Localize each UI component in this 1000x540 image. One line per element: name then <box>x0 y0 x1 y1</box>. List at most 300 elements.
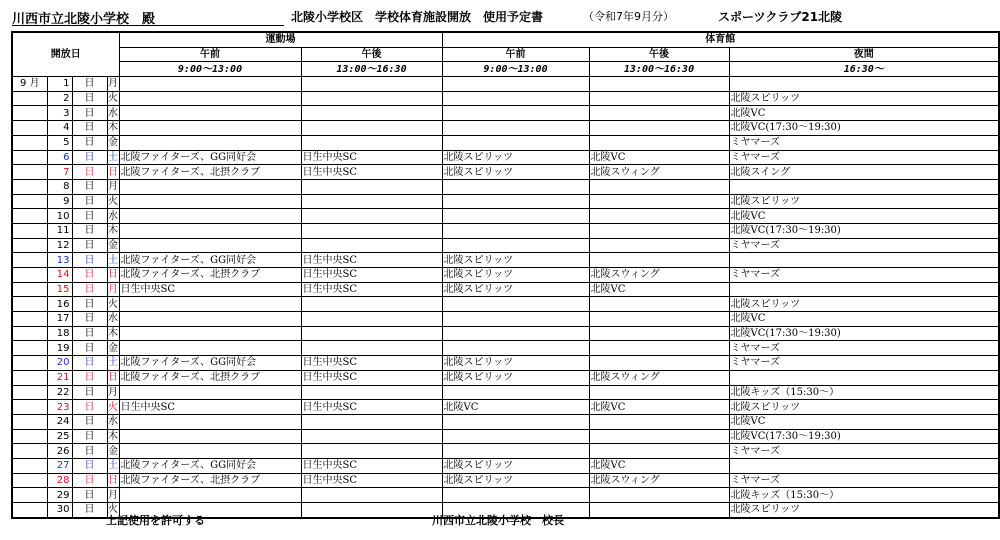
gym-am-cell <box>442 77 589 92</box>
table-row <box>12 326 999 341</box>
ground-am-cell <box>119 77 301 92</box>
day-number: 21 <box>47 370 72 385</box>
ground-am-cell <box>119 209 301 224</box>
gym-pm-cell <box>589 194 729 209</box>
month-cell <box>12 312 47 327</box>
month-cell <box>12 223 47 238</box>
month-cell <box>12 253 47 268</box>
table-row <box>12 194 999 209</box>
ground-am-cell <box>119 223 301 238</box>
gym-pm-cell: 北陵スウィング <box>589 165 729 180</box>
gym-night-cell <box>729 77 999 92</box>
gym-am-cell <box>442 223 589 238</box>
month-cell <box>12 150 47 165</box>
gym-night-cell <box>729 282 999 297</box>
day-number: 29 <box>47 488 72 503</box>
month-cell <box>12 165 47 180</box>
day-unit: 日 <box>72 77 107 92</box>
weekday: 金 <box>108 342 118 354</box>
day-number: 22 <box>47 385 72 400</box>
day-unit: 日 <box>72 488 107 503</box>
gym-night-cell: 北陵スピリッツ <box>729 91 999 106</box>
table-row <box>12 312 999 327</box>
gym-pm-cell <box>589 326 729 341</box>
ground-pm-cell <box>301 297 442 312</box>
gym-pm-cell: 北陵スウィング <box>589 268 729 283</box>
day-unit: 日 <box>72 414 107 429</box>
gym-night-cell: ミヤマーズ <box>729 356 999 371</box>
day-number: 5 <box>47 135 72 150</box>
gym-am-cell: 北陵スピリッツ <box>442 356 589 371</box>
gym-am-cell <box>442 121 589 136</box>
schedule-table <box>11 31 1000 519</box>
ground-am-cell: 北陵ファイターズ、北摂クラブ <box>119 165 301 180</box>
gym-am-cell: 北陵スピリッツ <box>442 370 589 385</box>
ground-header: 運動場 <box>119 32 442 47</box>
gym-night-cell <box>729 179 999 194</box>
ground-pm-cell: 日生中央SC <box>301 282 442 297</box>
weekday: 木 <box>108 225 118 237</box>
gym-am-cell <box>442 341 589 356</box>
ground-pm-cell <box>301 503 442 518</box>
ground-am-cell: 日生中央SC <box>119 282 301 297</box>
ground-pm-cell: 日生中央SC <box>301 458 442 473</box>
day-number: 17 <box>47 312 72 327</box>
weekday: 水 <box>108 313 118 325</box>
weekday: 木 <box>108 122 118 134</box>
gym-pm-cell: 北陵スウィング <box>589 473 729 488</box>
table-row <box>12 429 999 444</box>
gym-am-cell <box>442 385 589 400</box>
ground-am-cell: 日生中央SC <box>119 400 301 415</box>
gym-am-cell <box>442 106 589 121</box>
ground-am-cell <box>119 444 301 459</box>
gym-night-cell: 北陵VC(17:30～19:30) <box>729 326 999 341</box>
day-number: 19 <box>47 341 72 356</box>
month-cell <box>12 503 47 518</box>
gym-night-cell: ミヤマーズ <box>729 150 999 165</box>
table-row <box>12 400 999 415</box>
ground-pm-cell: 日生中央SC <box>301 356 442 371</box>
month-cell <box>12 458 47 473</box>
gym-pm-cell: 北陵スウィング <box>589 370 729 385</box>
day-number: 25 <box>47 429 72 444</box>
day-number: 18 <box>47 326 72 341</box>
table-row <box>12 223 999 238</box>
gym-pm-cell <box>589 135 729 150</box>
weekday: 日 <box>108 166 118 178</box>
day-number: 26 <box>47 444 72 459</box>
day-unit: 日 <box>72 91 107 106</box>
gym-am-cell: 北陵スピリッツ <box>442 282 589 297</box>
gym-night-cell: 北陵スピリッツ <box>729 503 999 518</box>
day-unit: 日 <box>72 312 107 327</box>
weekday: 木 <box>108 430 118 442</box>
ground-am-time: 9:00～13:00 <box>119 62 301 77</box>
table-row <box>12 150 999 165</box>
gym-night-cell: 北陵VC <box>729 414 999 429</box>
gym-night-time: 16:30～ <box>729 62 999 77</box>
gym-night-cell: ミヤマーズ <box>729 268 999 283</box>
day-unit: 日 <box>72 165 107 180</box>
gym-pm-time: 13:00～16:30 <box>589 62 729 77</box>
day-number: 28 <box>47 473 72 488</box>
table-row <box>12 414 999 429</box>
month-cell <box>12 194 47 209</box>
ground-am-cell: 北陵ファイターズ、GG同好会 <box>119 150 301 165</box>
day-unit: 日 <box>72 106 107 121</box>
weekday: 月 <box>108 78 118 90</box>
day-unit: 日 <box>72 238 107 253</box>
day-number: 8 <box>47 179 72 194</box>
day-number: 7 <box>47 165 72 180</box>
table-row <box>12 282 999 297</box>
day-unit: 日 <box>72 268 107 283</box>
day-number: 9 <box>47 194 72 209</box>
month-cell <box>12 473 47 488</box>
gym-night-cell <box>729 253 999 268</box>
ground-pm-cell <box>301 194 442 209</box>
month-cell <box>12 106 47 121</box>
ground-am-cell: 北陵ファイターズ、北摂クラブ <box>119 268 301 283</box>
day-unit: 日 <box>72 209 107 224</box>
gym-pm-cell <box>589 91 729 106</box>
gym-am-cell <box>442 312 589 327</box>
gym-pm-cell <box>589 106 729 121</box>
day-number: 20 <box>47 356 72 371</box>
table-row <box>12 253 999 268</box>
day-unit: 日 <box>72 400 107 415</box>
table-row <box>12 488 999 503</box>
day-unit: 日 <box>72 179 107 194</box>
ground-am-cell <box>119 106 301 121</box>
gym-pm-cell <box>589 209 729 224</box>
gym-am-cell <box>442 414 589 429</box>
gym-night-cell: 北陵キッズ（15:30～） <box>729 385 999 400</box>
ground-am-cell <box>119 414 301 429</box>
gym-pm-header: 午後 <box>589 47 729 62</box>
weekday: 土 <box>108 357 118 369</box>
month-cell <box>12 238 47 253</box>
table-row <box>12 370 999 385</box>
permit-statement: 上記使用を許可する <box>106 514 205 527</box>
gym-night-cell <box>729 370 999 385</box>
gym-pm-cell: 北陵VC <box>589 400 729 415</box>
ground-pm-cell: 日生中央SC <box>301 150 442 165</box>
weekday: 水 <box>108 210 118 222</box>
weekday: 土 <box>108 254 118 266</box>
day-unit: 日 <box>72 150 107 165</box>
gym-night-cell: 北陵VC <box>729 209 999 224</box>
gym-night-cell: ミヤマーズ <box>729 341 999 356</box>
gym-night-cell: 北陵スピリッツ <box>729 400 999 415</box>
month-cell <box>12 488 47 503</box>
day-unit: 日 <box>72 385 107 400</box>
gym-pm-cell <box>589 238 729 253</box>
gym-night-cell: 北陵VC(17:30～19:30) <box>729 223 999 238</box>
month-cell <box>12 135 47 150</box>
gym-pm-cell <box>589 356 729 371</box>
gym-am-cell <box>442 429 589 444</box>
ground-am-cell <box>119 179 301 194</box>
day-number: 24 <box>47 414 72 429</box>
month-cell <box>12 209 47 224</box>
table-row <box>12 106 999 121</box>
day-number: 30 <box>47 503 72 518</box>
gym-am-cell <box>442 135 589 150</box>
gym-header: 体育館 <box>442 32 999 47</box>
ground-am-cell: 北陵ファイターズ、北摂クラブ <box>119 370 301 385</box>
weekday: 月 <box>108 489 118 501</box>
weekday: 火 <box>108 298 118 310</box>
ground-am-cell <box>119 91 301 106</box>
table-row <box>12 165 999 180</box>
ground-am-cell: 北陵ファイターズ、GG同好会 <box>119 253 301 268</box>
day-number: 14 <box>47 268 72 283</box>
period-label: （令和7年9月分） <box>583 10 674 23</box>
gym-night-header: 夜間 <box>729 47 999 62</box>
ground-pm-cell <box>301 444 442 459</box>
ground-pm-cell <box>301 91 442 106</box>
day-unit: 日 <box>72 473 107 488</box>
gym-pm-cell <box>589 179 729 194</box>
weekday: 水 <box>108 416 118 428</box>
ground-am-cell <box>119 297 301 312</box>
gym-night-cell: ミヤマーズ <box>729 444 999 459</box>
table-row <box>12 135 999 150</box>
day-unit: 日 <box>72 429 107 444</box>
table-row <box>12 341 999 356</box>
gym-am-cell <box>442 326 589 341</box>
gym-am-cell <box>442 194 589 209</box>
ground-pm-cell: 日生中央SC <box>301 165 442 180</box>
gym-am-cell: 北陵VC <box>442 400 589 415</box>
day-number: 15 <box>47 282 72 297</box>
table-row <box>12 121 999 136</box>
weekday: 月 <box>108 181 118 193</box>
day-unit: 日 <box>72 370 107 385</box>
month-cell <box>12 341 47 356</box>
day-unit: 日 <box>72 121 107 136</box>
table-row <box>12 297 999 312</box>
gym-night-cell: 北陵キッズ（15:30～） <box>729 488 999 503</box>
day-unit: 日 <box>72 503 107 518</box>
gym-pm-cell <box>589 503 729 518</box>
gym-am-header: 午前 <box>442 47 589 62</box>
ground-pm-cell: 日生中央SC <box>301 370 442 385</box>
weekday: 火 <box>108 93 118 105</box>
ground-am-cell <box>119 135 301 150</box>
ground-am-cell <box>119 488 301 503</box>
day-unit: 日 <box>72 341 107 356</box>
ground-am-cell <box>119 341 301 356</box>
day-number: 11 <box>47 223 72 238</box>
ground-pm-cell: 日生中央SC <box>301 400 442 415</box>
weekday: 火 <box>108 401 118 413</box>
ground-pm-cell <box>301 429 442 444</box>
gym-pm-cell: 北陵VC <box>589 150 729 165</box>
gym-am-cell: 北陵スピリッツ <box>442 268 589 283</box>
ground-pm-cell <box>301 312 442 327</box>
gym-pm-cell <box>589 121 729 136</box>
weekday: 木 <box>108 328 118 340</box>
gym-night-cell: 北陵スイング <box>729 165 999 180</box>
month-cell <box>12 444 47 459</box>
ground-pm-cell <box>301 385 442 400</box>
gym-pm-cell <box>589 77 729 92</box>
day-unit: 日 <box>72 282 107 297</box>
month-cell <box>12 121 47 136</box>
month-cell <box>12 268 47 283</box>
gym-night-cell: 北陵スピリッツ <box>729 297 999 312</box>
day-number: 4 <box>47 121 72 136</box>
gym-night-cell: ミヤマーズ <box>729 238 999 253</box>
ground-pm-cell <box>301 238 442 253</box>
ground-pm-cell: 日生中央SC <box>301 473 442 488</box>
day-number: 12 <box>47 238 72 253</box>
gym-am-cell: 北陵スピリッツ <box>442 165 589 180</box>
table-row <box>12 385 999 400</box>
gym-pm-cell: 北陵VC <box>589 282 729 297</box>
gym-pm-cell <box>589 341 729 356</box>
ground-pm-header: 午後 <box>301 47 442 62</box>
gym-am-cell <box>442 444 589 459</box>
ground-am-cell <box>119 238 301 253</box>
table-row <box>12 91 999 106</box>
ground-pm-cell <box>301 179 442 194</box>
weekday: 日 <box>108 474 118 486</box>
gym-am-cell <box>442 488 589 503</box>
gym-night-cell: 北陵VC <box>729 312 999 327</box>
gym-am-cell <box>442 297 589 312</box>
day-number: 3 <box>47 106 72 121</box>
weekday: 金 <box>108 137 118 149</box>
gym-pm-cell <box>589 414 729 429</box>
table-row <box>12 444 999 459</box>
gym-night-cell: ミヤマーズ <box>729 473 999 488</box>
day-unit: 日 <box>72 194 107 209</box>
day-number: 6 <box>47 150 72 165</box>
month-cell <box>12 414 47 429</box>
month-cell <box>12 326 47 341</box>
ground-pm-cell <box>301 106 442 121</box>
table-row <box>12 356 999 371</box>
ground-am-cell <box>119 326 301 341</box>
gym-night-cell: 北陵スピリッツ <box>729 194 999 209</box>
gym-night-cell: 北陵VC(17:30～19:30) <box>729 121 999 136</box>
day-number: 1 <box>47 77 72 92</box>
ground-am-cell <box>119 312 301 327</box>
day-unit: 日 <box>72 297 107 312</box>
ground-pm-cell <box>301 414 442 429</box>
ground-am-cell: 北陵ファイターズ、GG同好会 <box>119 458 301 473</box>
day-number: 10 <box>47 209 72 224</box>
ground-pm-cell: 日生中央SC <box>301 268 442 283</box>
weekday: 土 <box>108 460 118 472</box>
ground-pm-cell <box>301 77 442 92</box>
gym-am-cell: 北陵スピリッツ <box>442 458 589 473</box>
schedule-body <box>12 77 999 518</box>
month-cell <box>12 179 47 194</box>
addressee: 川西市立北陵小学校 殿 <box>12 12 156 27</box>
gym-am-cell <box>442 91 589 106</box>
gym-pm-cell <box>589 297 729 312</box>
gym-pm-cell: 北陵VC <box>589 458 729 473</box>
ground-am-cell <box>119 429 301 444</box>
table-row <box>12 77 999 92</box>
ground-am-cell: 北陵ファイターズ、GG同好会 <box>119 356 301 371</box>
addressee-underline <box>12 25 284 26</box>
gym-pm-cell <box>589 385 729 400</box>
gym-night-cell <box>729 458 999 473</box>
ground-am-cell: 北陵ファイターズ、北摂クラブ <box>119 473 301 488</box>
weekday: 土 <box>108 151 118 163</box>
month-cell <box>12 282 47 297</box>
gym-pm-cell <box>589 223 729 238</box>
ground-am-cell <box>119 121 301 136</box>
weekday: 日 <box>108 372 118 384</box>
month-cell <box>12 356 47 371</box>
weekday: 金 <box>108 239 118 251</box>
weekday: 火 <box>108 195 118 207</box>
principal-signature-line: 川西市立北陵小学校 校長 <box>432 514 564 527</box>
day-unit: 日 <box>72 223 107 238</box>
gym-am-cell: 北陵スピリッツ <box>442 150 589 165</box>
gym-night-cell: 北陵VC <box>729 106 999 121</box>
ground-pm-cell <box>301 326 442 341</box>
month-cell <box>12 370 47 385</box>
gym-am-time: 9:00～13:00 <box>442 62 589 77</box>
gym-pm-cell <box>589 253 729 268</box>
club-name: スポーツクラブ21北陵 <box>718 10 843 24</box>
ground-am-header: 午前 <box>119 47 301 62</box>
day-unit: 日 <box>72 444 107 459</box>
ground-pm-time: 13:00～16:30 <box>301 62 442 77</box>
table-row <box>12 238 999 253</box>
month-cell <box>12 297 47 312</box>
day-number: 27 <box>47 458 72 473</box>
day-number: 16 <box>47 297 72 312</box>
table-row <box>12 458 999 473</box>
month-cell <box>12 91 47 106</box>
gym-night-cell: 北陵VC(17:30～19:30) <box>729 429 999 444</box>
gym-pm-cell <box>589 488 729 503</box>
ground-pm-cell <box>301 135 442 150</box>
weekday: 月 <box>108 386 118 398</box>
month-cell <box>12 385 47 400</box>
gym-am-cell <box>442 209 589 224</box>
month-cell <box>12 429 47 444</box>
ground-pm-cell: 日生中央SC <box>301 253 442 268</box>
table-row <box>12 268 999 283</box>
gym-am-cell: 北陵スピリッツ <box>442 253 589 268</box>
weekday: 日 <box>108 269 118 281</box>
gym-pm-cell <box>589 312 729 327</box>
month-cell <box>12 400 47 415</box>
day-number: 2 <box>47 91 72 106</box>
day-number: 13 <box>47 253 72 268</box>
weekday: 火 <box>107 503 119 518</box>
day-unit: 日 <box>72 253 107 268</box>
gym-night-cell: ミヤマーズ <box>729 135 999 150</box>
day-unit: 日 <box>72 458 107 473</box>
table-row <box>12 209 999 224</box>
table-row <box>12 179 999 194</box>
ground-am-cell <box>119 194 301 209</box>
ground-am-cell <box>119 385 301 400</box>
document-title: 北陵小学校区 学校体育施設開放 使用予定書 <box>291 10 544 24</box>
gym-pm-cell <box>589 429 729 444</box>
